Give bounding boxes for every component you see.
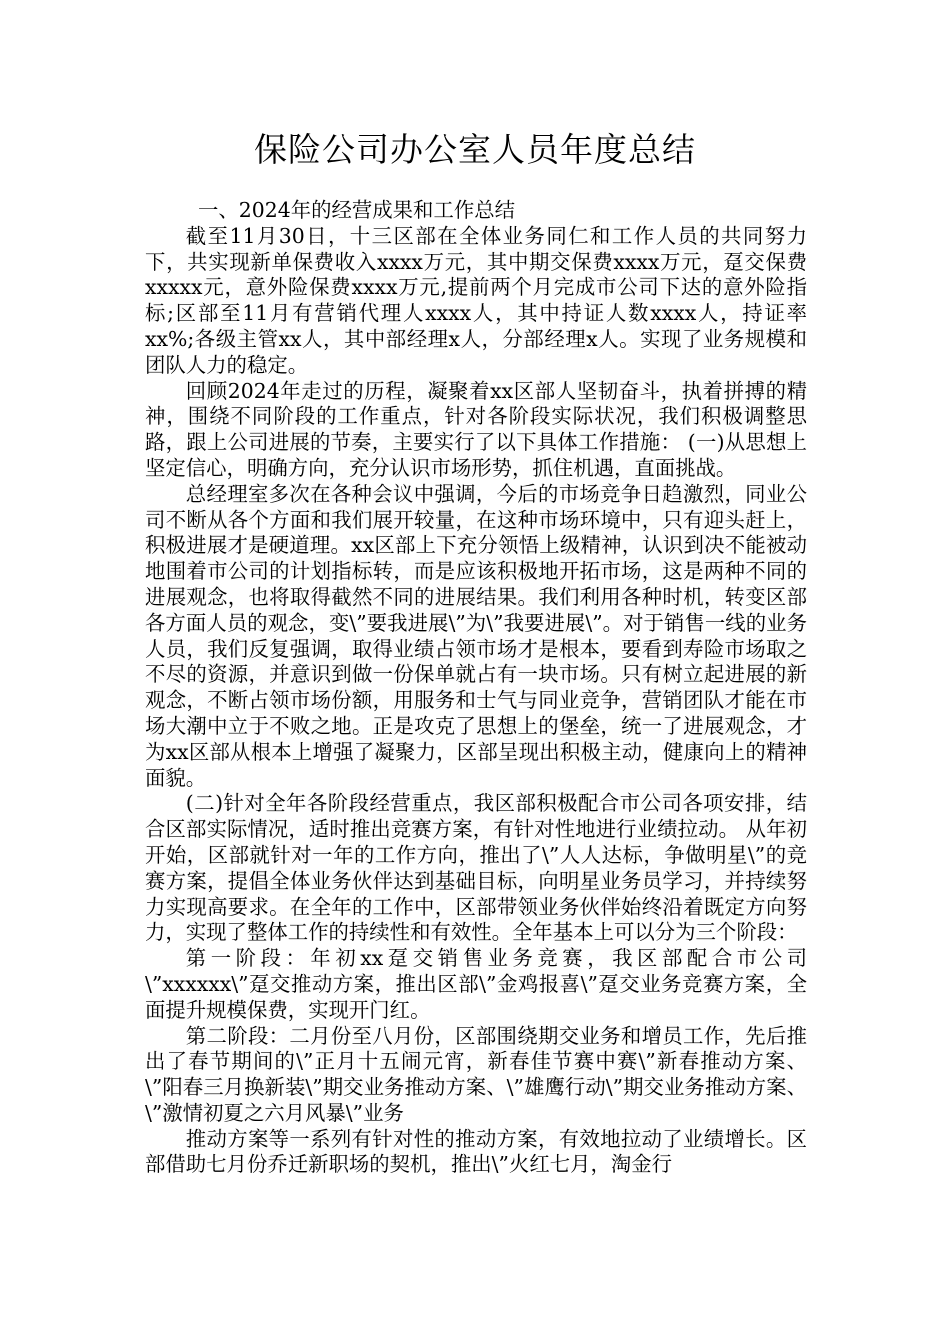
section-heading: 一、2024年的经营成果和工作总结 <box>198 198 516 222</box>
paragraph: 总经理室多次在各种会议中强调，今后的市场竞争日趋激烈，同业公司不断从各个方面和我们展开较量，在这种市场环境中，只有迎头赶上，积极进展才是硬道理。xx区部上下充分领悟上级精神，认识到决不能被动地围着市公司的计划指标转，而是应该积极地开拓市场，这是两种不同的进展观念，也将取得截然不同的进展结果。我们利用各种时机，转变区部各方面人员的观念，变\”要我进展\”为\”我要进展\”。对于销售一线的业务人员，我们反复强调，取得业绩占领市场才是根本，要看到寿险市场取之不尽的资源，并意识到做一份保单就占有一块市场。只有树立起进展的新观念，不断占领市场份额，用服务和士气与同业竞争，营销团队才能在市场大潮中立于不败之地。正是攻克了思想上的堡垒，统一了进展观念，才为xx区部从根本上增强了凝聚力，区部呈现出积极主动，健康向上的精神面貌。 <box>145 481 807 790</box>
paragraph: 第二阶段：二月份至八月份，区部围绕期交业务和增员工作，先后推出了春节期间的\”正月十五闹元宵，新春佳节赛中赛\”新春推动方案、\”阳春三月换新装\”期交业务推动方案、\”雄鹰行动\”期交业务推动方案、\”激情初夏之六月风暴\”业务 <box>145 1023 807 1125</box>
paragraph: 推动方案等一系列有针对性的推动方案，有效地拉动了业绩增长。区部借助七月份乔迁新职场的契机，推出\”火红七月，淘金行 <box>145 1126 807 1177</box>
paragraph: 截至11月30日，十三区部在全体业务同仁和工作人员的共同努力下，共实现新单保费收入xxxx万元，其中期交保费xxxx万元，趸交保费xxxxx元，意外险保费xxxx万元,提前两个月完成市公司下达的意外险指标;区部至11月有营销代理人xxxx人，其中持证人数xxxx人，持证率xx%;各级主管xx人，其中部经理x人，分部经理x人。实现了业务规模和团队人力的稳定。 <box>145 223 807 377</box>
paragraph: (二)针对全年各阶段经营重点，我区部积极配合市公司各项安排，结合区部实际情况，适时推出竞赛方案，有针对性地进行业绩拉动。 从年初开始，区部就针对一年的工作方向，推出了\”人人达标，争做明星\”的竞赛方案，提倡全体业务伙伴达到基础目标，向明星业务员学习，并持续努力实现高要求。在全年的工作中，区部带领业务伙伴始终沿着既定方向努力，实现了整体工作的持续性和有效性。全年基本上可以分为三个阶段： <box>145 791 807 945</box>
document-body <box>145 198 807 1178</box>
paragraph: 回顾2024年走过的历程，凝聚着xx区部人坚韧奋斗，执着拼搏的精神，围绕不同阶段的工作重点，针对各阶段实际状况，我们积极调整思路，跟上公司进展的节奏，主要实行了以下具体工作措施： (一)从思想上坚定信心，明确方向，充分认识市场形势，抓住机遇，直面挑战。 <box>145 378 807 480</box>
document-title: 保险公司办公室人员年度总结 <box>254 130 696 169</box>
paragraph: 第一阶段：年初xx趸交销售业务竞赛，我区部配合市公司\”xxxxxx\”趸交推动方案，推出区部\”金鸡报喜\”趸交业务竞赛方案，全面提升规模保费，实现开门红。 <box>145 946 807 1022</box>
